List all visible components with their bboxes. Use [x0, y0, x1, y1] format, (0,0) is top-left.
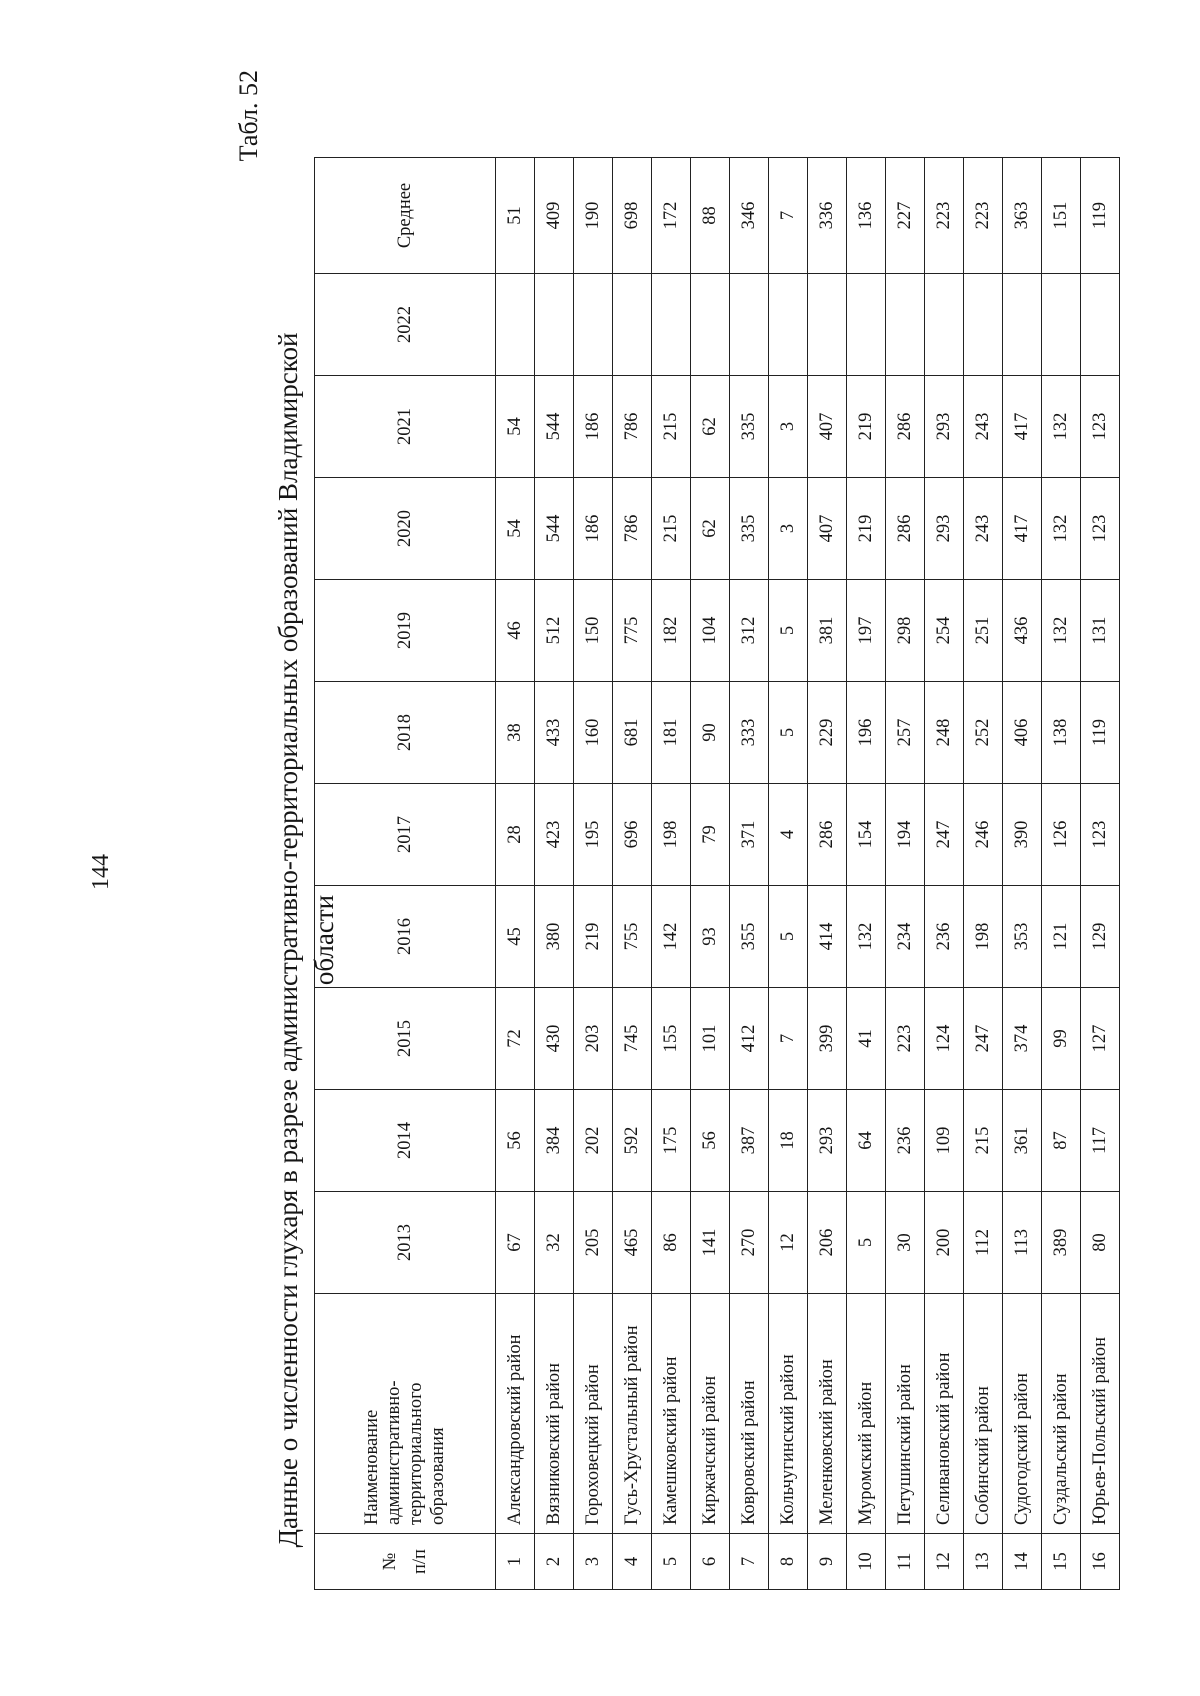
year-value-cell: 186: [574, 376, 613, 478]
year-value-cell: 423: [535, 784, 574, 886]
year-value-cell: 243: [964, 478, 1003, 580]
year-value-cell: 465: [613, 1192, 652, 1294]
year-value-cell: 406: [1003, 682, 1042, 784]
year-value-cell: 389: [1042, 1192, 1081, 1294]
year-value-cell: 129: [1081, 886, 1120, 988]
header-year: 2019: [315, 580, 496, 682]
year-value-cell: 247: [925, 784, 964, 886]
year-value-cell: 374: [1003, 988, 1042, 1090]
year-value-cell: 197: [847, 580, 886, 682]
year-value-cell: 132: [847, 886, 886, 988]
year-value-cell: 236: [886, 1090, 925, 1192]
header-year: 2021: [315, 376, 496, 478]
average-cell: 363: [1003, 158, 1042, 274]
year-value-cell: 5: [769, 886, 808, 988]
average-cell: 88: [691, 158, 730, 274]
year-value-cell: 41: [847, 988, 886, 1090]
year-value-cell: 132: [1042, 478, 1081, 580]
header-year: 2013: [315, 1192, 496, 1294]
year-value-cell: 407: [808, 478, 847, 580]
year-value-cell: 5: [769, 580, 808, 682]
row-number-cell: 10: [847, 1534, 886, 1590]
year-value-cell: 229: [808, 682, 847, 784]
average-cell: 346: [730, 158, 769, 274]
year-value-cell: 5: [847, 1192, 886, 1294]
year-value-cell: 755: [613, 886, 652, 988]
year-value-cell: 252: [964, 682, 1003, 784]
year-value-cell: 333: [730, 682, 769, 784]
row-number-cell: 3: [574, 1534, 613, 1590]
district-name-cell: Юрьев-Польский район: [1081, 1294, 1120, 1534]
year-value-cell: [574, 274, 613, 376]
header-year: 2016: [315, 886, 496, 988]
year-value-cell: 381: [808, 580, 847, 682]
district-name-cell: Суздальский район: [1042, 1294, 1081, 1534]
year-value-cell: 786: [613, 478, 652, 580]
table-row: [652, 158, 691, 1590]
year-value-cell: 87: [1042, 1090, 1081, 1192]
year-value-cell: [652, 274, 691, 376]
year-value-cell: [535, 274, 574, 376]
year-value-cell: 54: [496, 376, 535, 478]
year-value-cell: 150: [574, 580, 613, 682]
year-value-cell: 298: [886, 580, 925, 682]
year-value-cell: 286: [886, 376, 925, 478]
year-value-cell: 5: [769, 682, 808, 784]
district-name-cell: Гороховецкий район: [574, 1294, 613, 1534]
table-header-row: [315, 158, 496, 1590]
table-label: Табл. 52: [234, 70, 263, 162]
year-value-cell: [613, 274, 652, 376]
table-row: [730, 158, 769, 1590]
row-number-cell: 8: [769, 1534, 808, 1590]
year-value-cell: 335: [730, 478, 769, 580]
year-value-cell: [691, 274, 730, 376]
year-value-cell: 592: [613, 1090, 652, 1192]
year-value-cell: 247: [964, 988, 1003, 1090]
year-value-cell: 236: [925, 886, 964, 988]
header-number-line1: №: [380, 1552, 400, 1571]
year-value-cell: 195: [574, 784, 613, 886]
row-number-cell: 13: [964, 1534, 1003, 1590]
year-value-cell: 384: [535, 1090, 574, 1192]
year-value-cell: 67: [496, 1192, 535, 1294]
year-value-cell: 131: [1081, 580, 1120, 682]
table-body: [496, 158, 1120, 1590]
row-number-cell: 15: [1042, 1534, 1081, 1590]
average-cell: 336: [808, 158, 847, 274]
year-value-cell: 312: [730, 580, 769, 682]
year-value-cell: 79: [691, 784, 730, 886]
row-number-cell: 2: [535, 1534, 574, 1590]
year-value-cell: 175: [652, 1090, 691, 1192]
year-value-cell: [1003, 274, 1042, 376]
table-row: [496, 158, 535, 1590]
year-value-cell: 194: [886, 784, 925, 886]
average-cell: 51: [496, 158, 535, 274]
year-value-cell: 99: [1042, 988, 1081, 1090]
year-value-cell: [925, 274, 964, 376]
year-value-cell: 251: [964, 580, 1003, 682]
year-value-cell: 181: [652, 682, 691, 784]
year-value-cell: 93: [691, 886, 730, 988]
year-value-cell: 202: [574, 1090, 613, 1192]
district-name-cell: Меленковский район: [808, 1294, 847, 1534]
year-value-cell: 62: [691, 478, 730, 580]
header-year: 2017: [315, 784, 496, 886]
row-number-cell: 9: [808, 1534, 847, 1590]
district-name-cell: Кольчугинский район: [769, 1294, 808, 1534]
header-year: 2020: [315, 478, 496, 580]
year-value-cell: 90: [691, 682, 730, 784]
average-cell: 698: [613, 158, 652, 274]
year-value-cell: 121: [1042, 886, 1081, 988]
year-value-cell: 219: [847, 376, 886, 478]
row-number-cell: 4: [613, 1534, 652, 1590]
year-value-cell: 433: [535, 682, 574, 784]
header-number: [315, 1534, 496, 1590]
page-number: 144: [88, 854, 114, 890]
year-value-cell: 38: [496, 682, 535, 784]
district-name-cell: Вязниковский район: [535, 1294, 574, 1534]
average-cell: 223: [925, 158, 964, 274]
year-value-cell: 101: [691, 988, 730, 1090]
year-value-cell: 380: [535, 886, 574, 988]
district-name-cell: Петушинский район: [886, 1294, 925, 1534]
year-value-cell: [730, 274, 769, 376]
year-value-cell: 182: [652, 580, 691, 682]
year-value-cell: 387: [730, 1090, 769, 1192]
year-value-cell: 46: [496, 580, 535, 682]
row-number-cell: 7: [730, 1534, 769, 1590]
year-value-cell: [1081, 274, 1120, 376]
year-value-cell: 223: [886, 988, 925, 1090]
district-name-cell: Гусь-Хрустальный район: [613, 1294, 652, 1534]
year-value-cell: 54: [496, 478, 535, 580]
year-value-cell: 775: [613, 580, 652, 682]
header-number-line2: п/п: [410, 1549, 430, 1574]
year-value-cell: 123: [1081, 478, 1120, 580]
year-value-cell: 30: [886, 1192, 925, 1294]
year-value-cell: 544: [535, 478, 574, 580]
year-value-cell: 186: [574, 478, 613, 580]
average-cell: 7: [769, 158, 808, 274]
district-name-cell: Киржачский район: [691, 1294, 730, 1534]
average-cell: 409: [535, 158, 574, 274]
year-value-cell: 243: [964, 376, 1003, 478]
year-value-cell: 745: [613, 988, 652, 1090]
year-value-cell: 681: [613, 682, 652, 784]
row-number-cell: 6: [691, 1534, 730, 1590]
year-value-cell: 113: [1003, 1192, 1042, 1294]
table-row: [808, 158, 847, 1590]
year-value-cell: 3: [769, 376, 808, 478]
table-row: [535, 158, 574, 1590]
average-cell: 172: [652, 158, 691, 274]
year-value-cell: 62: [691, 376, 730, 478]
year-value-cell: 4: [769, 784, 808, 886]
year-value-cell: 436: [1003, 580, 1042, 682]
year-value-cell: 215: [652, 376, 691, 478]
year-value-cell: 270: [730, 1192, 769, 1294]
district-name-cell: Камешковский район: [652, 1294, 691, 1534]
year-value-cell: 219: [847, 478, 886, 580]
year-value-cell: 512: [535, 580, 574, 682]
row-number-cell: 5: [652, 1534, 691, 1590]
year-value-cell: 257: [886, 682, 925, 784]
average-cell: 136: [847, 158, 886, 274]
rotated-page-content: [234, 20, 1200, 1590]
year-value-cell: 124: [925, 988, 964, 1090]
year-value-cell: 3: [769, 478, 808, 580]
table-row: [886, 158, 925, 1590]
header-year: 2014: [315, 1090, 496, 1192]
year-value-cell: 353: [1003, 886, 1042, 988]
year-value-cell: 407: [808, 376, 847, 478]
year-value-cell: 246: [964, 784, 1003, 886]
year-value-cell: 126: [1042, 784, 1081, 886]
average-cell: 151: [1042, 158, 1081, 274]
row-number-cell: 14: [1003, 1534, 1042, 1590]
year-value-cell: 417: [1003, 478, 1042, 580]
header-year: 2015: [315, 988, 496, 1090]
year-value-cell: 293: [808, 1090, 847, 1192]
year-value-cell: 430: [535, 988, 574, 1090]
year-value-cell: 112: [964, 1192, 1003, 1294]
row-number-cell: 1: [496, 1534, 535, 1590]
year-value-cell: 64: [847, 1090, 886, 1192]
year-value-cell: [964, 274, 1003, 376]
year-value-cell: 132: [1042, 580, 1081, 682]
year-value-cell: 335: [730, 376, 769, 478]
average-cell: 119: [1081, 158, 1120, 274]
year-value-cell: [847, 274, 886, 376]
average-cell: 227: [886, 158, 925, 274]
year-value-cell: [886, 274, 925, 376]
table-row: [847, 158, 886, 1590]
year-value-cell: 198: [652, 784, 691, 886]
year-value-cell: 109: [925, 1090, 964, 1192]
row-number-cell: 12: [925, 1534, 964, 1590]
header-name: Наименование административно- территориального образования: [315, 1294, 496, 1534]
year-value-cell: 544: [535, 376, 574, 478]
year-value-cell: 196: [847, 682, 886, 784]
year-value-cell: [496, 274, 535, 376]
year-value-cell: 86: [652, 1192, 691, 1294]
row-number-cell: 16: [1081, 1534, 1120, 1590]
year-value-cell: 286: [808, 784, 847, 886]
year-value-cell: 32: [535, 1192, 574, 1294]
year-value-cell: 12: [769, 1192, 808, 1294]
year-value-cell: 7: [769, 988, 808, 1090]
average-cell: 190: [574, 158, 613, 274]
year-value-cell: 72: [496, 988, 535, 1090]
year-value-cell: 160: [574, 682, 613, 784]
year-value-cell: 117: [1081, 1090, 1120, 1192]
year-value-cell: [769, 274, 808, 376]
year-value-cell: 203: [574, 988, 613, 1090]
year-value-cell: 414: [808, 886, 847, 988]
district-name-cell: Селивановский район: [925, 1294, 964, 1534]
year-value-cell: 293: [925, 478, 964, 580]
district-name-cell: Судогодский район: [1003, 1294, 1042, 1534]
year-value-cell: 215: [652, 478, 691, 580]
year-value-cell: 28: [496, 784, 535, 886]
table-row: [1042, 158, 1081, 1590]
year-value-cell: 200: [925, 1192, 964, 1294]
year-value-cell: 127: [1081, 988, 1120, 1090]
district-name-cell: Собинский район: [964, 1294, 1003, 1534]
year-value-cell: 696: [613, 784, 652, 886]
year-value-cell: 286: [886, 478, 925, 580]
year-value-cell: 399: [808, 988, 847, 1090]
year-value-cell: 141: [691, 1192, 730, 1294]
year-value-cell: 254: [925, 580, 964, 682]
year-value-cell: 361: [1003, 1090, 1042, 1192]
header-year: 2022: [315, 274, 496, 376]
district-name-cell: Ковровский район: [730, 1294, 769, 1534]
year-value-cell: 45: [496, 886, 535, 988]
year-value-cell: 205: [574, 1192, 613, 1294]
year-value-cell: 123: [1081, 784, 1120, 886]
year-value-cell: 412: [730, 988, 769, 1090]
year-value-cell: 234: [886, 886, 925, 988]
year-value-cell: 80: [1081, 1192, 1120, 1294]
year-value-cell: 154: [847, 784, 886, 886]
table-row: [1003, 158, 1042, 1590]
year-value-cell: 248: [925, 682, 964, 784]
table-row: [1081, 158, 1120, 1590]
year-value-cell: 132: [1042, 376, 1081, 478]
year-value-cell: 417: [1003, 376, 1042, 478]
year-value-cell: 142: [652, 886, 691, 988]
year-value-cell: 371: [730, 784, 769, 886]
district-name-cell: Александровский район: [496, 1294, 535, 1534]
table-row: [964, 158, 1003, 1590]
year-value-cell: 786: [613, 376, 652, 478]
year-value-cell: 293: [925, 376, 964, 478]
year-value-cell: [1042, 274, 1081, 376]
year-value-cell: 56: [691, 1090, 730, 1192]
table-row: [691, 158, 730, 1590]
year-value-cell: 56: [496, 1090, 535, 1192]
average-cell: 223: [964, 158, 1003, 274]
header-year: 2018: [315, 682, 496, 784]
table-row: [574, 158, 613, 1590]
header-average: Среднее: [315, 158, 496, 274]
year-value-cell: 206: [808, 1192, 847, 1294]
table-row: [769, 158, 808, 1590]
year-value-cell: 219: [574, 886, 613, 988]
year-value-cell: 123: [1081, 376, 1120, 478]
year-value-cell: 104: [691, 580, 730, 682]
year-value-cell: 215: [964, 1090, 1003, 1192]
table-title: Данные о численности глухаря в разрезе административно-территориальных образований Владимирской области: [273, 332, 339, 1548]
year-value-cell: 355: [730, 886, 769, 988]
year-value-cell: 390: [1003, 784, 1042, 886]
year-value-cell: [808, 274, 847, 376]
year-value-cell: 155: [652, 988, 691, 1090]
table-row: [613, 158, 652, 1590]
table-row: [925, 158, 964, 1590]
population-table: [314, 157, 1120, 1590]
year-value-cell: 198: [964, 886, 1003, 988]
district-name-cell: Муромский район: [847, 1294, 886, 1534]
year-value-cell: 18: [769, 1090, 808, 1192]
year-value-cell: 138: [1042, 682, 1081, 784]
row-number-cell: 11: [886, 1534, 925, 1590]
year-value-cell: 119: [1081, 682, 1120, 784]
